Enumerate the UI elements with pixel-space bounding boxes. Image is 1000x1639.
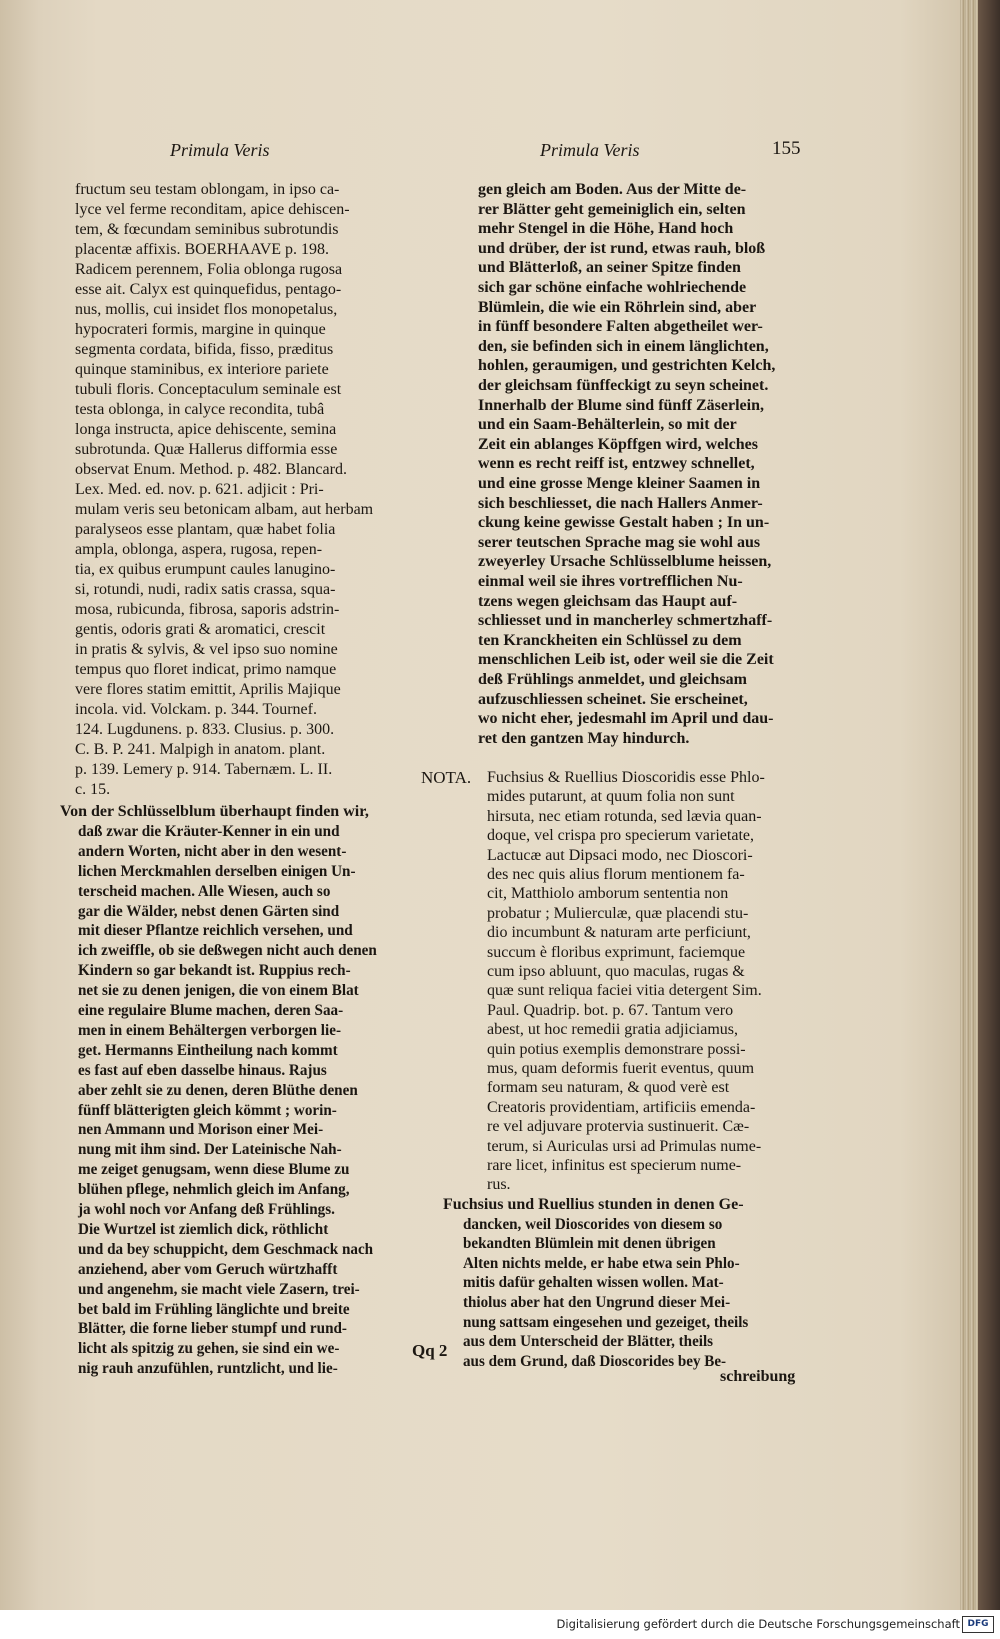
text-line: Von der Schlüsselblum überhaupt finden wir, bbox=[60, 803, 369, 820]
text-line: rare licet, infinitus est specierum nume- bbox=[487, 1157, 742, 1174]
text-line: Fuchsius und Ruellius stunden in denen Ge- bbox=[443, 1196, 744, 1213]
text-line: lichen Merckmahlen derselben einigen Un- bbox=[78, 862, 356, 880]
text-line: eine regulaire Blume machen, deren Saa- bbox=[78, 1002, 344, 1019]
text-line: des nec quis alius florum mentionem fa- bbox=[487, 866, 745, 883]
text-line: mides putarunt, at quum folia non sunt bbox=[487, 788, 735, 806]
text-line: Creatoris providentiam, artificiis emenda- bbox=[487, 1098, 756, 1116]
text-line: tzens wegen gleichsam das Haupt auf- bbox=[478, 592, 738, 610]
text-line: aufzuschliessen scheinet. Sie erscheinet, bbox=[478, 690, 748, 708]
text-line: ja wohl noch vor Anfang deß Frühlings. bbox=[78, 1201, 335, 1218]
text-line: in fünff besondere Falten abgetheilet wer- bbox=[478, 318, 763, 336]
text-line: mit dieser Pflantze reichlich versehen, und bbox=[78, 922, 353, 940]
text-line: Kindern so gar bekandt ist. Ruppius rech- bbox=[78, 962, 351, 980]
text-line: Lex. Med. ed. nov. p. 621. adjicit : Pri- bbox=[75, 481, 324, 498]
text-line: und ein Saam-Behälterlein, so mit der bbox=[478, 416, 737, 434]
text-line: segmenta cordata, bifida, fisso, præditus bbox=[75, 341, 334, 358]
text-line: nus, mollis, cui insidet flos monopetalus, bbox=[75, 301, 338, 318]
text-line: placentæ affixis. BOERHAAVE p. 198. bbox=[75, 241, 330, 258]
text-line: quæ sunt reliqua faciei vitia detergent Sim. bbox=[487, 982, 762, 1000]
text-line: lyce vel ferme reconditam, apice dehiscen- bbox=[75, 201, 350, 218]
text-line: tempus quo floret indicat, primo namque bbox=[75, 661, 337, 678]
nota-label: NOTA. bbox=[421, 768, 472, 787]
text-line: succum è floribus exprimunt, faciemque bbox=[487, 943, 746, 961]
text-line: fünff blätterigten gleich kömmt ; worin- bbox=[78, 1101, 337, 1119]
text-line: cit, Matthiolo amborum sententia non bbox=[487, 885, 729, 903]
text-line: terum, si Auriculas ursi ad Primulas nume- bbox=[487, 1137, 762, 1155]
text-line: Radicem perennem, Folia oblonga rugosa bbox=[75, 261, 343, 278]
catchword: schreibung bbox=[720, 1368, 796, 1385]
text-line: quinque staminibus, ex interiore pariete bbox=[75, 361, 329, 378]
text-line: es fast auf eben dasselbe hinaus. Rajus bbox=[78, 1061, 327, 1079]
text-line: ret den gantzen May hindurch. bbox=[478, 729, 690, 747]
text-line: den, sie befinden sich in einem länglichten, bbox=[478, 337, 769, 355]
text-line: vere flores statim emittit, Aprilis Majique bbox=[75, 681, 341, 698]
text-line: c. 15. bbox=[75, 781, 111, 798]
text-line: blühen pflege, nehmlich gleich im Anfang, bbox=[78, 1181, 350, 1199]
text-line: bekandten Blümlein mit denen übrigen bbox=[463, 1235, 716, 1253]
text-line: probatur ; Mulierculæ, quæ placendi stu- bbox=[487, 904, 749, 922]
book-binding-edge bbox=[978, 0, 1000, 1639]
text-line: serer teutschen Sprache mag sie wohl aus bbox=[478, 533, 761, 551]
text-line: men in einem Behältergen verborgen lie- bbox=[78, 1021, 341, 1039]
text-line: 124. Lugdunens. p. 833. Clusius. p. 300. bbox=[75, 721, 335, 738]
text-line: nung sattsam eingesehen und gezeiget, theils bbox=[463, 1313, 749, 1331]
text-line: und angenehm, sie macht viele Zasern, trei- bbox=[78, 1280, 360, 1298]
text-line: mitis dafür gehalten wissen wollen. Mat- bbox=[463, 1274, 724, 1292]
text-line: gentis, odoris grati & aromatici, crescit bbox=[75, 621, 326, 638]
text-line: mehr Stengel in die Höhe, Hand hoch bbox=[478, 220, 734, 238]
text-line: tia, ex quibus erumpunt caules lanugino- bbox=[75, 561, 336, 578]
signature-mark: Qq 2 bbox=[412, 1341, 448, 1360]
text-line: tem, & fœcundam seminibus subrotundis bbox=[75, 221, 339, 238]
footer-credit: Digitalisierung gefördert durch die Deutsche Forschungsgemeinschaft bbox=[556, 1617, 960, 1631]
text-line: Blümlein, die wie ein Röhrlein sind, aber bbox=[478, 298, 757, 316]
text-line: testa oblonga, in calyce recondita, tubâ bbox=[75, 401, 325, 418]
text-line: Fuchsius & Ruellius Dioscoridis esse Phlo- bbox=[487, 769, 765, 786]
page-number: 155 bbox=[772, 138, 801, 159]
running-head-left: Primula Veris bbox=[170, 140, 270, 160]
text-line: rer Blätter geht gemeiniglich ein, selten bbox=[478, 200, 746, 218]
text-line: aus dem Grund, daß Dioscorides bey Be- bbox=[463, 1352, 727, 1370]
text-line: cum ipso abluunt, quo maculas, rugas & bbox=[487, 963, 745, 980]
page-edge bbox=[960, 0, 978, 1610]
text-line: subrotunda. Quæ Hallerus difformia esse bbox=[75, 441, 338, 458]
text-line: mosa, rubicunda, fibrosa, saporis adstrin- bbox=[75, 601, 340, 618]
text-line: dio incumbunt & naturam arte perficiunt, bbox=[487, 924, 751, 942]
text-line: thiolus aber hat den Ungrund dieser Mei- bbox=[463, 1294, 731, 1311]
text-line: C. B. P. 241. Malpigh in anatom. plant. bbox=[75, 741, 326, 758]
text-line: der gleichsam fünffeckigt zu seyn scheinet. bbox=[478, 377, 769, 394]
text-line: longa instructa, apice dehiscente, semina bbox=[75, 421, 337, 438]
text-line: daß zwar die Kräuter-Kenner in ein und bbox=[78, 822, 340, 840]
text-line: fructum seu testam oblongam, in ipso ca- bbox=[75, 181, 340, 198]
text-line: sich gar schöne einfache wohlriechende bbox=[478, 279, 747, 296]
text-line: deß Frühlings anmeldet, und gleichsam bbox=[478, 671, 747, 688]
text-line: menschlichen Leib ist, oder weil sie die Zeit bbox=[478, 651, 774, 669]
text-line: incola. vid. Volckam. p. 344. Tournef. bbox=[75, 701, 317, 718]
text-line: Lactucæ aut Dipsaci modo, nec Dioscori- bbox=[487, 846, 753, 864]
dfg-logo: DFG bbox=[962, 1616, 994, 1633]
text-line: esse ait. Calyx est quinquefidus, pentago- bbox=[75, 281, 342, 298]
text-line: in pratis & sylvis, & vel ipso suo nomine bbox=[75, 641, 338, 658]
text-line: Alten nichts melde, er habe etwa sein Phlo- bbox=[463, 1254, 740, 1272]
text-line: sich beschliesset, die nach Hallers Anmer- bbox=[478, 494, 763, 512]
text-line: gen gleich am Boden. Aus der Mitte de- bbox=[478, 181, 747, 198]
text-line: licht als spitzig zu gehen, sie sind ein we- bbox=[78, 1340, 340, 1358]
text-line: Innerhalb der Blume sind fünff Zäserlein, bbox=[478, 396, 764, 414]
text-line: nig rauh anzufühlen, runtzlicht, und lie- bbox=[78, 1360, 338, 1378]
text-line: ten Kranckheiten ein Schlüssel zu dem bbox=[478, 631, 742, 649]
text-line: Paul. Quadrip. bot. p. 67. Tantum vero bbox=[487, 1001, 734, 1019]
text-line: ich zweiffle, ob sie deßwegen nicht auch denen bbox=[78, 942, 377, 960]
text-line: re vel adjuvare protervia sustinuerit. Cæ- bbox=[487, 1118, 750, 1136]
text-line: zweyerley Ursache Schlüsselblume heissen, bbox=[478, 553, 772, 571]
text-line: doque, vel crispa pro specierum varietate, bbox=[487, 827, 754, 845]
text-line: andern Worten, nicht aber in den wesent- bbox=[78, 842, 347, 860]
text-line: dancken, weil Dioscorides von diesem so bbox=[463, 1215, 723, 1233]
text-line: ckung keine gewisse Gestalt haben ; In un- bbox=[478, 514, 770, 532]
text-line: und da bey schuppicht, dem Geschmack nach bbox=[78, 1240, 374, 1258]
text-line: und eine grosse Menge kleiner Saamen in bbox=[478, 475, 761, 492]
text-line: schliesset und in mancherley schmertzhaff- bbox=[478, 612, 773, 630]
text-line: hohlen, geraumigen, und gestrichten Kelch, bbox=[478, 357, 776, 375]
text-line: hypocrateri formis, margine in quinque bbox=[75, 321, 326, 338]
text-line: wo nicht eher, jedesmahl im April und dau- bbox=[478, 710, 774, 728]
text-line: einmal weil sie ihres vortrefflichen Nu- bbox=[478, 573, 743, 590]
text-line: observat Enum. Method. p. 482. Blancard. bbox=[75, 461, 347, 478]
text-line: paralyseos esse plantam, quæ habet folia bbox=[75, 521, 336, 538]
text-line: me zeiget genugsam, wenn diese Blume zu bbox=[78, 1161, 350, 1179]
text-line: quin potius exemplis demonstrare possi- bbox=[487, 1040, 746, 1058]
text-line: hirsuta, nec etiam rotunda, sed lævia quan- bbox=[487, 807, 762, 825]
text-line: und drüber, der ist rund, etwas rauh, bloß bbox=[478, 239, 766, 257]
text-line: nen Ammann und Morison einer Mei- bbox=[78, 1121, 324, 1139]
text-line: Zeit ein ablanges Köpffgen wird, welches bbox=[478, 435, 758, 453]
text-line: und Blätterloß, an seiner Spitze finden bbox=[478, 259, 741, 277]
text-line: tubuli floris. Conceptaculum seminale est bbox=[75, 381, 342, 398]
text-line: net sie zu denen jenigen, die von einem Blat bbox=[78, 982, 359, 1000]
text-line: ampla, oblonga, aspera, rugosa, repen- bbox=[75, 541, 323, 558]
text-line: terscheid machen. Alle Wiesen, auch so bbox=[78, 882, 331, 900]
text-line: formam seu naturam, & quod verè est bbox=[487, 1079, 730, 1097]
text-line: nung mit ihm sind. Der Lateinische Nah- bbox=[78, 1141, 342, 1159]
text-line: rus. bbox=[487, 1176, 511, 1194]
text-line: bet bald im Frühling länglichte und breite bbox=[78, 1300, 350, 1318]
text-line: Die Wurtzel ist ziemlich dick, röthlicht bbox=[78, 1220, 329, 1238]
text-line: mulam veris seu betonicam albam, aut herbam bbox=[75, 501, 374, 518]
text-line: gar die Wälder, nebst denen Gärten sind bbox=[78, 902, 340, 920]
running-head-right: Primula Veris bbox=[540, 140, 640, 160]
text-line: anziehend, aber vom Geruch würtzhafft bbox=[78, 1260, 338, 1278]
text-line: Blätter, die forne lieber stumpf und rund- bbox=[78, 1320, 347, 1338]
text-line: aus dem Unterscheid der Blätter, theils bbox=[463, 1333, 714, 1351]
text-line: mus, quam deformis fuerit eventus, quum bbox=[487, 1060, 755, 1077]
text-line: wenn es recht reiff ist, entzwey schnellet, bbox=[478, 455, 755, 473]
text-line: si, rotundi, nudi, radix satis crassa, squa- bbox=[75, 581, 336, 598]
text-line: get. Hermanns Eintheilung nach kommt bbox=[78, 1041, 338, 1059]
text-line: aber zehlt sie zu denen, deren Blüthe denen bbox=[78, 1081, 358, 1099]
text-line: abest, ut hoc remedii gratia adjiciamus, bbox=[487, 1021, 739, 1039]
text-line: p. 139. Lemery p. 914. Tabernæm. L. II. bbox=[75, 761, 333, 778]
